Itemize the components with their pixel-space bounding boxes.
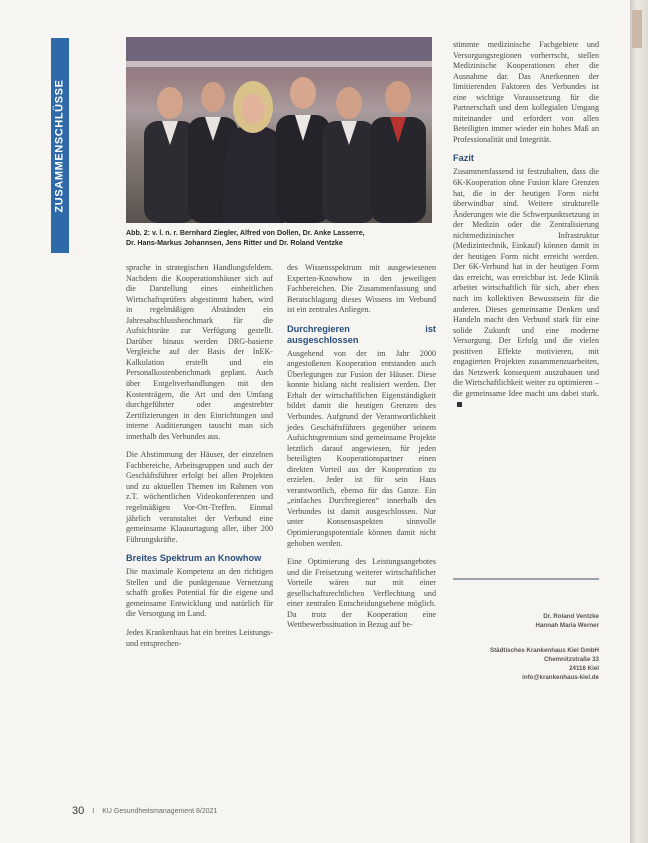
person-1-face — [157, 87, 183, 119]
caption-line-1: Abb. 2: v. l. n. r. Bernhard Ziegler, Alfred von Dollen, Dr. Anke Lasserre, — [126, 229, 365, 237]
caption-line-2: Dr. Hans-Markus Johannsen, Jens Ritter und Dr. Roland Ventzke — [126, 238, 343, 247]
person-5-face — [336, 87, 362, 119]
person-6-face — [385, 81, 411, 113]
address-organization: Städtisches Krankenhaus Kiel GmbH — [489, 647, 599, 654]
photo-window-band — [126, 37, 432, 61]
person-3-face — [241, 94, 265, 124]
journal-name: KU Gesundheitsmanagement 8/2021 — [102, 807, 218, 815]
paragraph: sprache in strategischen Handlungsfeldern. Nachdem die Kooperationshäuser sich auf die Darstellung eines einheitlichen Wirtschaftsprüfers abgestimmt haben, wird in regelmäßigen Abständen ein Jahresabschlussbenchmark für die Aufsichtsräte zur Verfügung gestellt. Darüber hinaus werden DRG-basierte Vergleiche auf der Basis der InEK-Kalkulation erstellt und ein Personalkostenbenchmark geplant. Auch über Entgeltverhandlungen mit den Kostenträgern, die Art und den Umfang durchgeführter oder angestrebter Zertifizierungen in den Einrichtungen und interne Auditierungen tauscht man sich innerhalb des Verbundes aus. — [126, 263, 273, 441]
subheading: Durchregieren ist ausgeschlossen — [287, 323, 436, 345]
paragraph: des Wissensspektrum mit ausgewiesenen Experten-Knowhow in den jeweiligen Fachbereichen. Die Zusammenfassung und Beratschlagung dieses Wissens im Verbund ist ein zentrales Anliegen. — [287, 263, 436, 315]
paragraph: Die Abstimmung der Häuser, der einzelnen Fachbereiche, Arbeitsgruppen und auch der Geschäftsführer erfolgt bei allen Projekten und zu aktuellen Themen im Rahmen von z.T. wöchentlichen Videokonferenzen und regelmäßigen Vor-Ort-Treffen. Einmal jährlich veranstaltet der Verbund eine gemeinsame Klausurtagung aller, über 200 Führungskräfte. — [126, 450, 273, 544]
paragraph: Eine Optimierung des Leistungsangebotes und die Freisetzung weiterer wirtschaftlicher Vorteile wären nur mit einer gesellschaftsrechtlichen Verflechtung und einer zentralen Entscheidungsebene möglich. Da trotz der Kooperation eine Wettbewerbssituation in Bezug auf be- — [287, 557, 436, 630]
paragraph: Jedes Krankenhaus hat ein breites Leistungs- und entsprechen- — [126, 627, 273, 648]
paragraph: Ausgehend von der im Jahr 2000 angestoßenen Kooperation entstanden auch Überlegungen zur Fusion der Häuser. Diese konnte bislang nicht realisiert werden. Der Erhalt der wirtschaftlichen Eigenständigkeit bildet damit die heutigen Grenzen des Verbundes. Aufgrund der Verantwortlichkeit jedes Geschäftsführers gegenüber seinem Aufsichtsgremium sind gemeinsame Projekte letztlich darauf angewiesen, für jeden beteiligten Kooperationspartner einen direkten Vorteil aus der Kooperation zu erzielen. Jeder ist für sein Haus verantwortlich, ebenso für das Ganze. Ein „einfaches Durchregieren“ innerhalb des Verbundes ist damit ausgeschlossen. Nur unter Konsensaspekten sinnvolle Optimierungspotentiale können damit nicht gehoben werden. — [287, 348, 436, 548]
photo-window-frame — [126, 61, 432, 67]
page-edge — [630, 0, 648, 843]
address-street: Chemnitzstraße 33 — [543, 656, 599, 663]
section-label — [51, 38, 69, 253]
article-column-1 — [126, 263, 273, 657]
author-block — [453, 612, 599, 630]
paragraph: Die maximale Kompetenz an den richtigen Stellen und die punktgenaue Vernetzung schafft großes Potential für die eigene und gemeinsame Entwicklung und natürlich für die Versorgung im Land. — [126, 567, 273, 619]
person-2-face — [201, 82, 225, 112]
page-edge-tab — [632, 10, 642, 48]
end-mark — [457, 402, 462, 407]
fazit-text: Zusammenfassend ist festzuhalten, dass die 6K-Kooperation ohne Fusion klare Grenzen hat, die in der heutigen Form nicht überwindbar sind. Weitere strukturelle Änderungen wie die Schwerpunktsetzung in der Medizin oder die Zentralisierung nichtmedizinischer Infrastruktur (Medizintechnik, Einkauf) können damit in der heutigen Form nicht erreicht werden. Der 6K-Verbund hat in der heutigen Form das erreicht, was erreichbar ist. Jede Klinik arbeitet wirtschaftlich für sich, aber eben nach im kollektiven Bewusstsein für die anderen. Dieses gemeinsame Denken und Handeln macht den Verbund stark für eine solide Zukunft und eine moderne Versorgung. Der Erfolg und die vielen positiven Effekte motivieren, mit engagierten Projekten zusammenzuarbeiten, das Netzwerk konsequent auszubauen und die Wirtschaftlichkeit weiter zu optimieren – die gemeinsame Idee macht uns dabei stark. — [453, 167, 599, 398]
section-label-text: ZUSAMMENSCHLÜSSE — [54, 78, 66, 213]
article-column-3 — [453, 40, 599, 418]
author-divider — [453, 578, 599, 580]
subheading: Breites Spektrum an Knowhow — [126, 553, 262, 564]
photo-caption — [126, 229, 432, 248]
author-name: Dr. Roland Ventzke — [543, 613, 599, 620]
article-column-2 — [287, 263, 436, 639]
footer-separator: I — [92, 807, 95, 815]
paragraph: stimmte medizinische Fachgebiete und Versorgungsregionen vorherrscht, stellen Medizinische Kooperationen eher die Ausnahme dar. Das Anerkennen der limitierenden Faktoren des Verbundes ist eine wichtige Voraussetzung für die Partnerschaft und dem kollegialen Umgang miteinander und erfordert von allen Beteiligten immer wieder ein hohes Maß an Professionalität und Integrität. — [453, 40, 599, 144]
group-photo — [126, 37, 432, 223]
person-4-face — [290, 77, 316, 109]
address-email: info@krankenhaus-kiel.de — [522, 674, 599, 681]
subheading: Fazit — [453, 153, 474, 164]
page-footer — [72, 805, 492, 817]
address-block — [453, 646, 599, 682]
group-photo-illustration — [126, 37, 432, 223]
person-3-jacket — [222, 125, 284, 223]
address-city: 24116 Kiel — [569, 665, 599, 672]
paragraph-fazit — [453, 167, 599, 410]
page-number: 30 — [72, 805, 85, 817]
author-name: Hannah Maria Werner — [535, 622, 599, 629]
